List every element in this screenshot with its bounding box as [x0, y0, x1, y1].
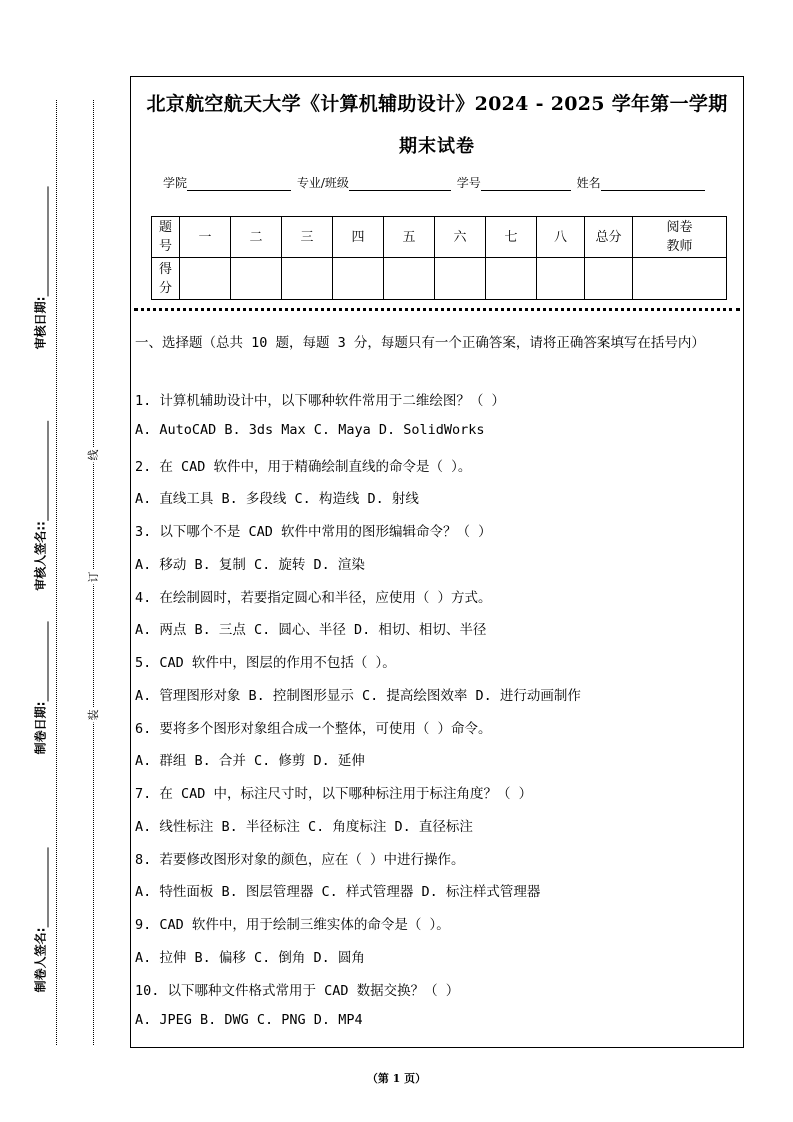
score-cell[interactable] — [633, 258, 727, 300]
college-blank[interactable] — [187, 177, 291, 191]
student-info-row — [163, 174, 707, 191]
question-2-options: A. 直线工具 B. 多段线 C. 构造线 D. 射线 — [135, 491, 419, 507]
reviewer-sign-label: 审核人签名:: — [33, 521, 48, 591]
question-5: 5. CAD 软件中，图层的作用不包括（ ）。 — [135, 655, 396, 671]
reviewer-sign-field — [32, 421, 49, 591]
question-1-options: A. AutoCAD B. 3ds Max C. Maya D. SolidWorks — [135, 422, 485, 438]
score-cell[interactable] — [333, 258, 384, 300]
score-cell[interactable] — [282, 258, 333, 300]
score-col-grader: 阅卷 教师 — [633, 217, 727, 258]
review-date-field — [32, 187, 49, 350]
section-heading: 一、选择题（总共 10 题，每题 3 分，每题只有一个正确答案，请将正确答案填写在括号内） — [135, 335, 705, 351]
major-blank[interactable] — [349, 177, 451, 191]
score-col-2: 二 — [231, 217, 282, 258]
preparer-sign-label: 制卷人签名: — [33, 927, 48, 993]
question-6-options: A. 群组 B. 合并 C. 修剪 D. 延伸 — [135, 753, 365, 769]
score-cell[interactable] — [537, 258, 585, 300]
question-4: 4. 在绘制圆时，若要指定圆心和半径，应使用（ ）方式。 — [135, 590, 492, 606]
question-3-options: A. 移动 B. 复制 C. 旋转 D. 渲染 — [135, 557, 365, 573]
binding-mark-line: 线 — [87, 449, 100, 461]
question-5-options: A. 管理图形对象 B. 控制图形显示 C. 提高绘图效率 D. 进行动画制作 — [135, 688, 581, 704]
question-4-options: A. 两点 B. 三点 C. 圆心、半径 D. 相切、相切、半径 — [135, 622, 487, 638]
score-cell[interactable] — [585, 258, 633, 300]
score-cell[interactable] — [486, 258, 537, 300]
student-id-blank[interactable] — [481, 177, 571, 191]
question-6: 6. 要将多个图形对象组合成一个整体，可使用（ ）命令。 — [135, 721, 492, 737]
question-9-options: A. 拉伸 B. 偏移 C. 倒角 D. 圆角 — [135, 950, 365, 966]
question-3: 3. 以下哪个不是 CAD 软件中常用的图形编辑命令？（ ） — [135, 524, 492, 540]
dotted-separator — [134, 308, 740, 311]
score-table-row2-label: 得 分 — [152, 258, 180, 300]
preparer-sign-field — [32, 848, 49, 993]
question-8: 8. 若要修改图形对象的颜色，应在（ ）中进行操作。 — [135, 852, 465, 868]
question-7: 7. 在 CAD 中，标注尺寸时，以下哪种标注用于标注角度？（ ） — [135, 786, 533, 802]
question-1: 1. 计算机辅助设计中，以下哪种软件常用于二维绘图？（ ） — [135, 393, 506, 409]
review-date-label: 审核日期: — [33, 296, 48, 350]
score-cell[interactable] — [180, 258, 231, 300]
score-col-7: 七 — [486, 217, 537, 258]
prepare-date-label: 制卷日期: — [33, 701, 48, 755]
score-cell[interactable] — [384, 258, 435, 300]
score-col-total: 总分 — [585, 217, 633, 258]
exam-subtitle: 期末试卷 — [399, 136, 475, 157]
question-2: 2. 在 CAD 软件中，用于精确绘制直线的命令是（ ）。 — [135, 459, 472, 475]
score-table — [151, 216, 727, 300]
student-id-label: 学号 — [456, 176, 481, 190]
score-cell[interactable] — [435, 258, 486, 300]
binding-mark-ding: 订 — [87, 571, 100, 583]
binding-mark-zhuang: 装 — [87, 709, 100, 721]
college-label: 学院 — [163, 176, 188, 190]
question-10-options: A. JPEG B. DWG C. PNG D. MP4 — [135, 1012, 363, 1028]
binding-line-outer — [56, 100, 57, 1045]
score-table-row1-label: 题 号 — [152, 217, 180, 258]
prepare-date-field — [32, 622, 49, 755]
exam-title: 北京航空航天大学《计算机辅助设计》2024 - 2025 学年第一学期 — [146, 93, 728, 115]
question-9: 9. CAD 软件中，用于绘制三维实体的命令是（ ）。 — [135, 917, 450, 933]
question-7-options: A. 线性标注 B. 半径标注 C. 角度标注 D. 直径标注 — [135, 819, 473, 835]
major-label: 专业/班级 — [296, 176, 349, 190]
score-cell[interactable] — [231, 258, 282, 300]
score-col-5: 五 — [384, 217, 435, 258]
name-blank[interactable] — [601, 177, 705, 191]
question-8-options: A. 特性面板 B. 图层管理器 C. 样式管理器 D. 标注样式管理器 — [135, 884, 541, 900]
page-number: （第 1 页） — [366, 1072, 427, 1085]
score-col-6: 六 — [435, 217, 486, 258]
score-col-4: 四 — [333, 217, 384, 258]
score-col-3: 三 — [282, 217, 333, 258]
score-col-1: 一 — [180, 217, 231, 258]
score-col-8: 八 — [537, 217, 585, 258]
question-10: 10. 以下哪种文件格式常用于 CAD 数据交换？（ ） — [135, 983, 460, 999]
name-label: 姓名 — [576, 176, 601, 190]
